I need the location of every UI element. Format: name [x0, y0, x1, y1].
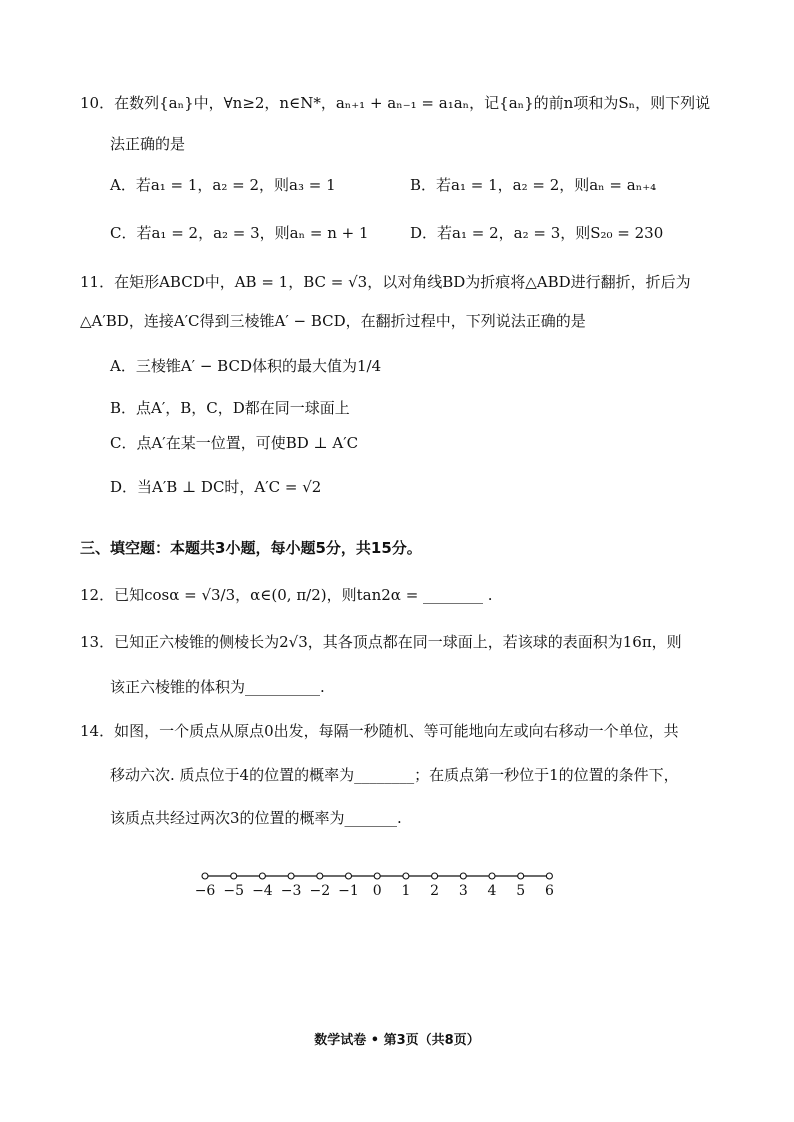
- number-line-point: [432, 873, 438, 879]
- number-line-point: [288, 873, 294, 879]
- q11-option-d: D．当A′B ⊥ DC时，A′C = √2: [110, 478, 322, 496]
- number-line-label: 5: [516, 883, 526, 899]
- page-footer: 数学试卷 • 第3页（共8页）: [314, 1033, 480, 1048]
- q10-option-c: C．若a₁ = 2，a₂ = 3，则aₙ = n + 1: [110, 224, 369, 242]
- number-line-point: [317, 873, 323, 879]
- q14-stem-line1: 14．如图，一个质点从原点0出发，每隔一秒随机、等可能地向左或向右移动一个单位，共: [80, 722, 679, 740]
- q11-option-a: A．三棱锥A′ − BCD体积的最大值为1/4: [110, 357, 382, 375]
- number-line-label: −4: [252, 883, 273, 899]
- number-line-label: −6: [195, 883, 216, 899]
- number-line-figure: [195, 868, 555, 908]
- number-line-point: [546, 873, 552, 879]
- number-line-label: −3: [280, 883, 302, 899]
- number-line-point: [231, 873, 237, 879]
- number-line-label: −2: [309, 883, 331, 899]
- number-line-point: [202, 873, 208, 879]
- q14-stem-line3: 该质点共经过两次3的位置的概率为_______.: [110, 809, 402, 827]
- number-line-label: 4: [487, 883, 497, 899]
- number-line-label: −5: [223, 883, 245, 899]
- section-3-heading: 三、填空题：本题共3小题，每小题5分，共15分。: [80, 539, 422, 557]
- q10-stem-line1: 10．在数列{aₙ}中，∀n≥2，n∈N*，aₙ₊₁ + aₙ₋₁ = a₁aₙ，记{aₙ}的前n项和为Sₙ，则下列说: [80, 94, 711, 112]
- q10-option-d: D．若a₁ = 2，a₂ = 3，则S₂₀ = 230: [410, 224, 664, 242]
- q10-option-b: B．若a₁ = 1，a₂ = 2，则aₙ = aₙ₊₄: [410, 176, 657, 194]
- q10-option-a: A．若a₁ = 1，a₂ = 2，则a₃ = 1: [110, 176, 336, 194]
- number-line-label: 2: [430, 883, 440, 899]
- number-line-label: 6: [544, 883, 554, 899]
- q11-option-b: B．点A′，B，C，D都在同一球面上: [110, 399, 350, 417]
- q13-stem-line1: 13．已知正六棱锥的侧棱长为2√3，其各顶点都在同一球面上，若该球的表面积为16π，则: [80, 633, 682, 651]
- number-line-point: [403, 873, 409, 879]
- number-line-point: [489, 873, 495, 879]
- q13-stem-line2: 该正六棱锥的体积为__________.: [110, 678, 325, 696]
- number-line-point: [259, 873, 265, 879]
- q11-option-c: C．点A′在某一位置，可使BD ⊥ A′C: [110, 434, 359, 452]
- number-line-label: −1: [338, 883, 359, 899]
- number-line-label: 0: [372, 883, 382, 899]
- number-line-point: [460, 873, 466, 879]
- q14-stem-line2: 移动六次. 质点位于4的位置的概率为________；在质点第一秒位于1的位置的条件下，: [110, 766, 679, 784]
- number-line-point: [518, 873, 524, 879]
- q10-stem-line2: 法正确的是: [110, 135, 186, 153]
- q11-stem-line1: 11．在矩形ABCD中，AB = 1，BC = √3，以对角线BD为折痕将△ABD进行翻折，折后为: [80, 273, 691, 291]
- number-line-label: 1: [401, 883, 411, 899]
- number-line-label: 3: [458, 883, 468, 899]
- q12-stem: 12．已知cosα = √3/3，α∈(0, π/2)，则tan2α = ________ .: [80, 586, 493, 604]
- number-line-point: [346, 873, 352, 879]
- q11-stem-line2: △A′BD，连接A′C得到三棱锥A′ − BCD，在翻折过程中，下列说法正确的是: [80, 312, 586, 330]
- number-line-point: [374, 873, 380, 879]
